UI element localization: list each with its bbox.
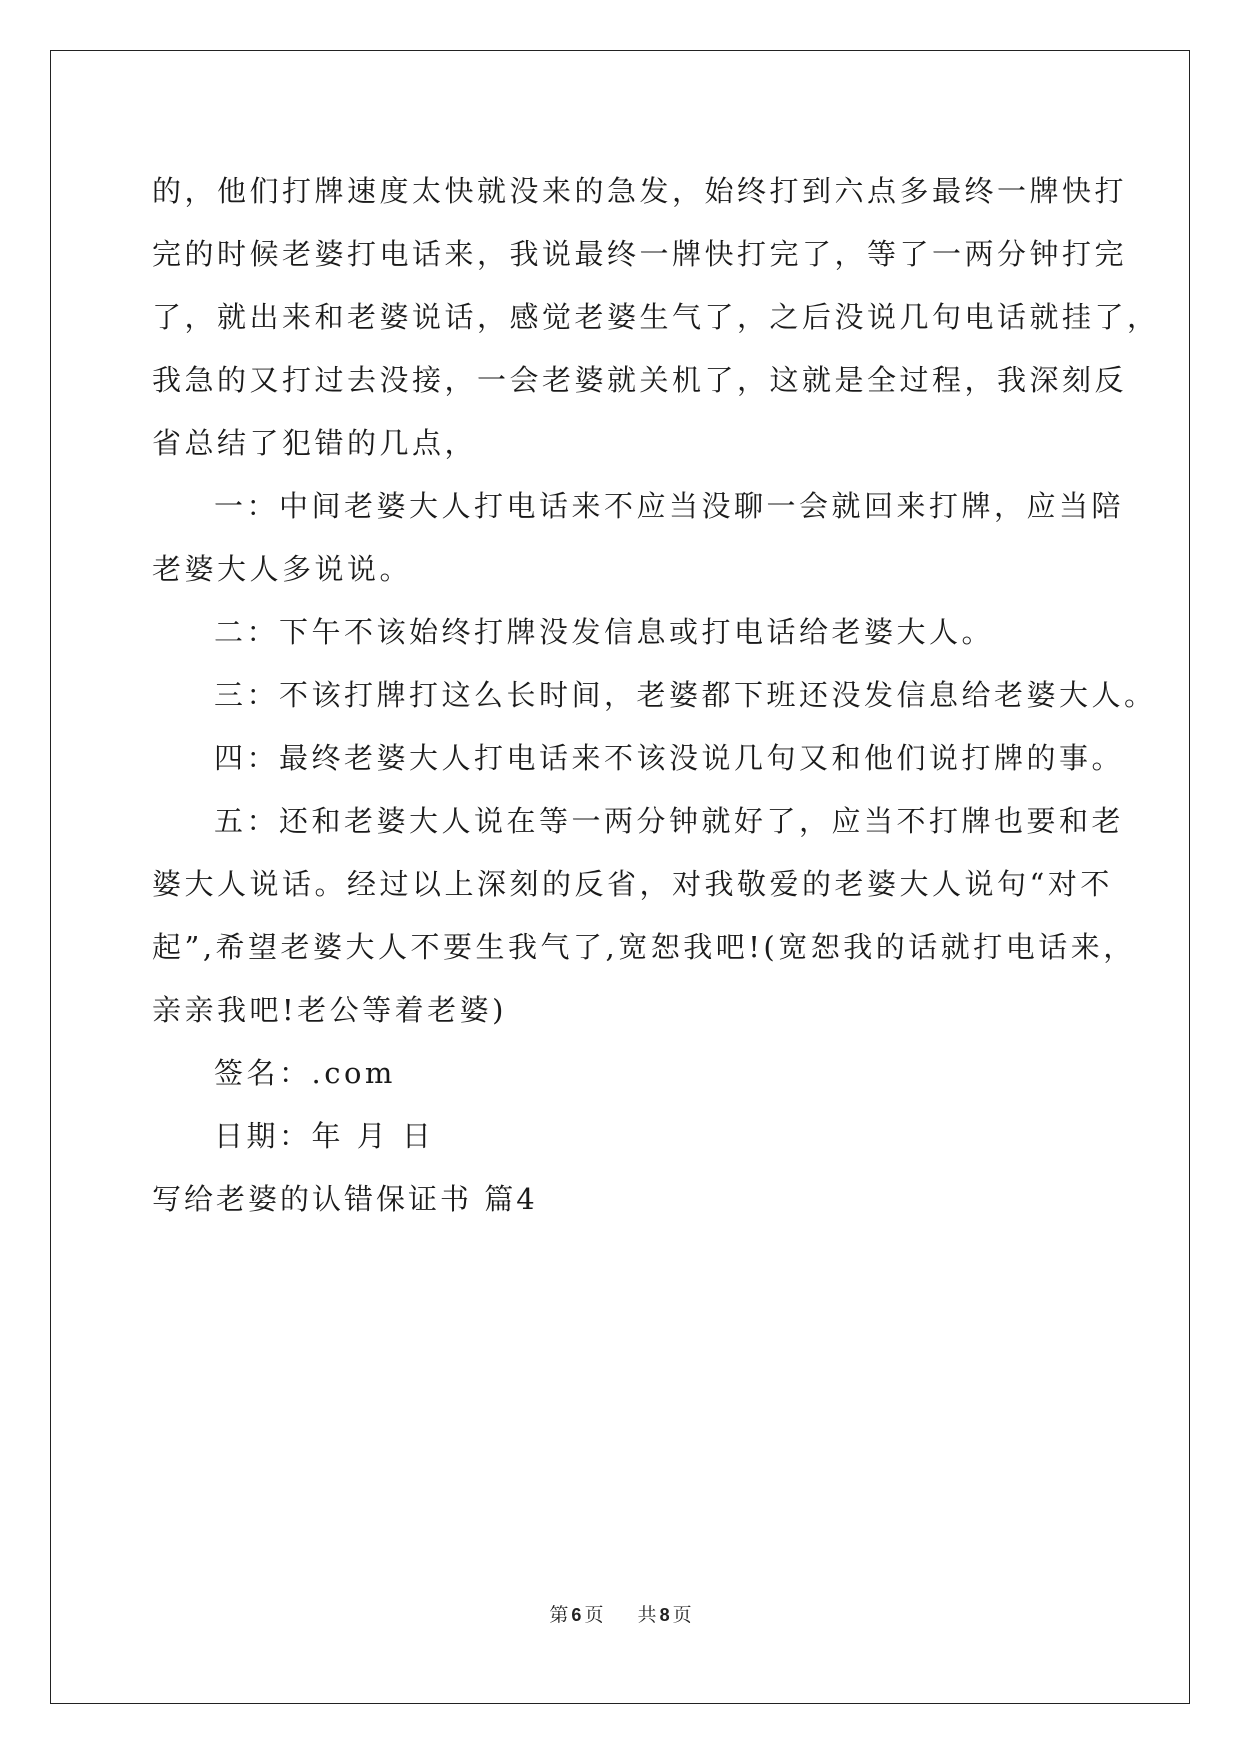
page-suffix: 页 — [584, 1604, 604, 1626]
document-body — [152, 160, 1160, 1231]
list-item-5: 五：还和老婆大人说在等一两分钟就好了，应当不打牌也要和老 — [214, 804, 1125, 838]
page-prefix: 第 — [549, 1604, 569, 1626]
body-line: 了，就出来和老婆说话，感觉老婆生气了，之后没说几句电话就挂了， — [152, 300, 1160, 334]
body-line: 我急的又打过去没接，一会老婆就关机了，这就是全过程，我深刻反 — [152, 363, 1128, 397]
body-line: 老婆大人多说说。 — [152, 552, 413, 586]
body-line: 起”,希望老婆大人不要生我气了,宽恕我吧!(宽恕我的话就打电话来， — [152, 930, 1136, 964]
list-item-4: 四：最终老婆大人打电话来不该没说几句又和他们说打牌的事。 — [214, 741, 1125, 775]
total-pages: 8 — [659, 1605, 670, 1625]
date-line: 日期：年 月 日 — [214, 1119, 435, 1153]
body-line: 婆大人说话。经过以上深刻的反省，对我敬爱的老婆大人说句“对不 — [152, 867, 1113, 901]
page-footer — [0, 1600, 1241, 1627]
list-item-1: 一：中间老婆大人打电话来不应当没聊一会就回来打牌，应当陪 — [214, 489, 1125, 523]
total-prefix: 共 — [637, 1604, 657, 1626]
body-line: 完的时候老婆打电话来，我说最终一牌快打完了，等了一两分钟打完 — [152, 237, 1128, 271]
body-line: 亲亲我吧!老公等着老婆) — [152, 993, 507, 1027]
signature-line: 签名：.com — [214, 1056, 396, 1090]
list-item-3: 三：不该打牌打这么长时间，老婆都下班还没发信息给老婆大人。 — [214, 678, 1157, 712]
list-item-2: 二：下午不该始终打牌没发信息或打电话给老婆大人。 — [214, 615, 995, 649]
body-line: 省总结了犯错的几点， — [152, 426, 478, 460]
total-suffix: 页 — [672, 1604, 692, 1626]
body-line: 的，他们打牌速度太快就没来的急发，始终打到六点多最终一牌快打 — [152, 174, 1128, 208]
page-number: 6 — [571, 1605, 582, 1625]
section-heading: 写给老婆的认错保证书 篇4 — [152, 1182, 538, 1216]
